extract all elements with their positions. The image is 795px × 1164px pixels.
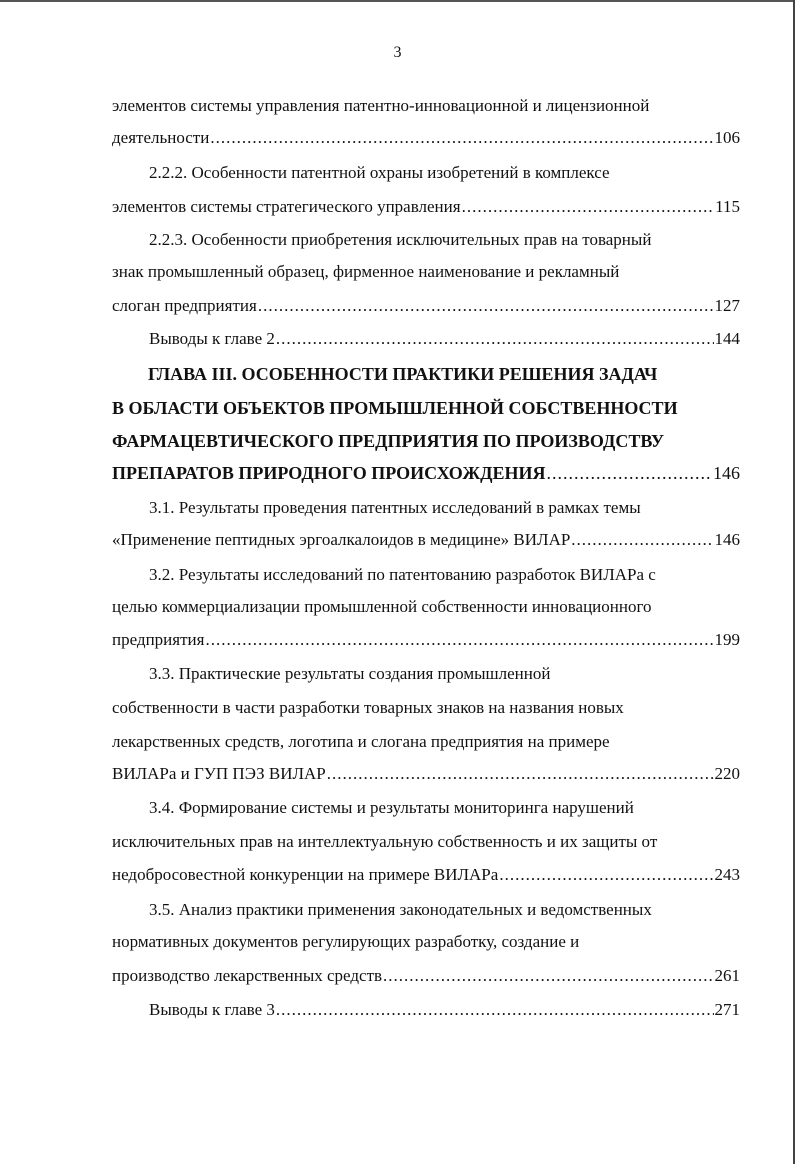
toc-text: собственности в части разработки товарных знаков на названия новых: [112, 698, 624, 717]
toc-entry[interactable]: [149, 998, 740, 1022]
dot-leader: [327, 762, 714, 786]
toc-text: 2.2.2. Особенности патентной охраны изобретений в комплексе: [149, 163, 610, 182]
chapter-heading-line: [112, 429, 740, 453]
toc-page-number: 243: [714, 865, 740, 884]
dot-leader: [462, 195, 715, 219]
toc-text: ВИЛАРа и ГУП ПЭЗ ВИЛАР: [112, 764, 326, 783]
chapter-heading-line: [148, 362, 776, 386]
toc-line: [112, 830, 740, 854]
toc-text: исключительных прав на интеллектуальную собственность и их защиты от: [112, 832, 658, 851]
toc-text: целью коммерциализации промышленной собственности инновационного: [112, 597, 652, 616]
toc-line: [112, 930, 740, 954]
toc-page-number: 146: [713, 463, 740, 483]
dot-leader: [276, 327, 714, 351]
toc-text: производство лекарственных средств: [112, 966, 383, 985]
dot-leader: [499, 863, 713, 887]
toc-line: [112, 260, 740, 284]
dot-leader: [258, 294, 714, 318]
toc-line: [149, 496, 740, 520]
toc-page-number: 115: [715, 197, 740, 216]
toc-text: «Применение пептидных эргоалкалоидов в медицине» ВИЛАР: [112, 530, 571, 549]
toc-entry[interactable]: [112, 126, 740, 150]
dot-leader: [205, 628, 713, 652]
toc-text: 3.1. Результаты проведения патентных исследований в рамках темы: [149, 498, 641, 517]
toc-line: [149, 796, 740, 820]
toc-entry[interactable]: [112, 294, 740, 318]
toc-line: [149, 228, 740, 252]
toc-page-number: 271: [714, 1000, 740, 1019]
toc-text: 3.5. Анализ практики применения законодательных и ведомственных: [149, 900, 652, 919]
dot-leader: [547, 461, 712, 485]
toc-text: Выводы к главе 2: [149, 329, 275, 348]
toc-text: элементов системы управления патентно-инновационной и лицензионной: [112, 96, 650, 115]
toc-entry[interactable]: [112, 964, 740, 988]
toc-line: [112, 730, 740, 754]
toc-entry[interactable]: [112, 762, 740, 786]
chapter-heading-text: В ОБЛАСТИ ОБЪЕКТОВ ПРОМЫШЛЕННОЙ СОБСТВЕННОСТИ: [112, 398, 678, 418]
toc-page-number: 146: [714, 530, 740, 549]
toc-text: недобросовестной конкуренции на примере ВИЛАРа: [112, 865, 499, 884]
toc-page-number: 106: [714, 128, 740, 147]
toc-text: 2.2.3. Особенности приобретения исключительных прав на товарный: [149, 230, 652, 249]
toc-line: [112, 94, 740, 118]
toc-text: деятельности: [112, 128, 210, 147]
toc-text: 3.2. Результаты исследований по патентованию разработок ВИЛАРа с: [149, 565, 656, 584]
toc-line: [149, 662, 740, 686]
toc-text: слоган предприятия: [112, 296, 257, 315]
toc-page-number: 220: [714, 764, 740, 783]
page-top-border: [0, 0, 795, 2]
toc-line: [149, 563, 740, 587]
toc-text: нормативных документов регулирующих разработку, создание и: [112, 932, 580, 951]
chapter-heading-text: ФАРМАЦЕВТИЧЕСКОГО ПРЕДПРИЯТИЯ ПО ПРОИЗВОДСТВУ: [112, 431, 665, 451]
toc-page-number: 144: [714, 329, 740, 348]
toc-page-number: 127: [714, 296, 740, 315]
toc-line: [112, 696, 740, 720]
toc-text: Выводы к главе 3: [149, 1000, 275, 1019]
toc-entry-chapter[interactable]: [112, 461, 740, 485]
toc-line: [149, 161, 740, 185]
chapter-heading-text: ГЛАВА III. ОСОБЕННОСТИ ПРАКТИКИ РЕШЕНИЯ ЗАДАЧ: [148, 364, 658, 384]
toc-entry[interactable]: [112, 528, 740, 552]
toc-text: лекарственных средств, логотипа и слогана предприятия на примере: [112, 732, 610, 751]
toc-page-number: 199: [714, 630, 740, 649]
toc-page-number: 261: [714, 966, 740, 985]
toc-entry[interactable]: [112, 863, 740, 887]
toc-text: предприятия: [112, 630, 205, 649]
chapter-heading-line: [112, 396, 740, 420]
toc-entry[interactable]: [112, 628, 740, 652]
toc-line: [149, 898, 740, 922]
toc-line: [112, 595, 740, 619]
toc-text: 3.3. Практические результаты создания промышленной: [149, 664, 551, 683]
toc-entry[interactable]: [112, 195, 740, 219]
toc-text: 3.4. Формирование системы и результаты мониторинга нарушений: [149, 798, 634, 817]
dot-leader: [571, 528, 713, 552]
dot-leader: [276, 998, 714, 1022]
page-number: 3: [393, 44, 402, 61]
toc-entry[interactable]: [149, 327, 740, 351]
dot-leader: [210, 126, 713, 150]
dot-leader: [383, 964, 713, 988]
toc-text: знак промышленный образец, фирменное наименование и рекламный: [112, 262, 620, 281]
chapter-heading-text: ПРЕПАРАТОВ ПРИРОДНОГО ПРОИСХОЖДЕНИЯ: [112, 463, 546, 483]
toc-text: элементов системы стратегического управления: [112, 197, 461, 216]
